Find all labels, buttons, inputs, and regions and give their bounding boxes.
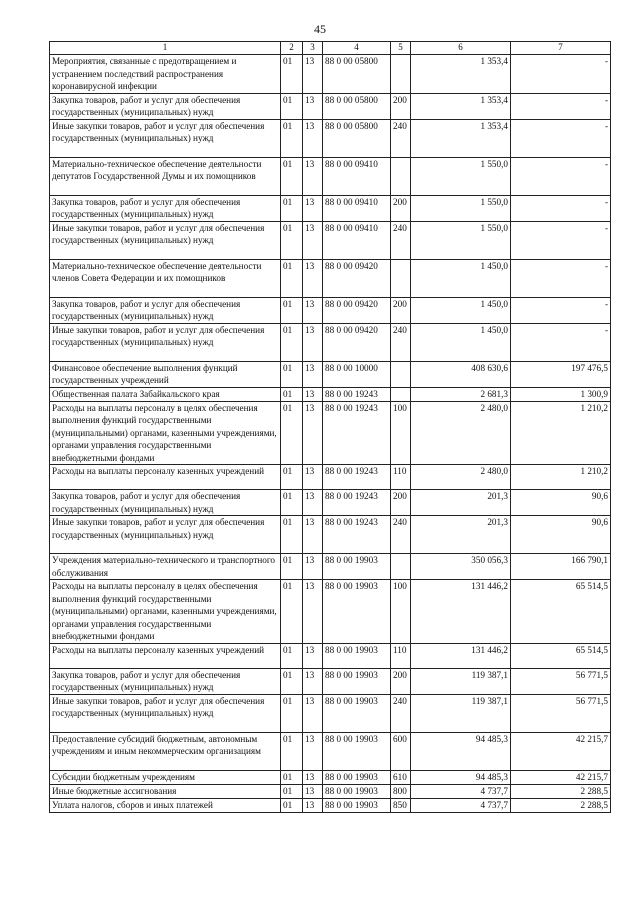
expense-type-code: 240 [391, 221, 411, 259]
section-code: 01 [281, 323, 303, 361]
expense-name: Общественная палата Забайкальского края [50, 387, 281, 401]
page-number: 45 [314, 22, 326, 36]
subsection-code: 13 [303, 361, 323, 387]
section-code: 01 [281, 732, 303, 770]
amount-executed: 56 771,5 [511, 668, 611, 694]
expense-name: Предоставление субсидий бюджетным, автономным учреждениям и иным некоммерческим организациям [50, 732, 281, 770]
target-article-code: 88 0 00 09420 [323, 259, 391, 297]
target-article-code: 88 0 00 19903 [323, 784, 391, 798]
section-code: 01 [281, 93, 303, 119]
expense-name: Иные закупки товаров, работ и услуг для обеспечения государственных (муниципальных) нужд [50, 221, 281, 259]
table-row [50, 643, 611, 668]
table-row [50, 770, 611, 784]
section-code: 01 [281, 157, 303, 195]
subsection-code: 13 [303, 732, 323, 770]
amount-year: 119 387,1 [411, 694, 511, 732]
expense-name: Закупка товаров, работ и услуг для обеспечения государственных (муниципальных) нужд [50, 490, 281, 516]
target-article-code: 88 0 00 19903 [323, 580, 391, 644]
amount-year: 2 681,3 [411, 387, 511, 401]
table-row [50, 119, 611, 157]
subsection-code: 13 [303, 554, 323, 580]
expense-type-code: 200 [391, 297, 411, 323]
expense-type-code: 240 [391, 516, 411, 554]
amount-year: 1 450,0 [411, 323, 511, 361]
section-code: 01 [281, 221, 303, 259]
subsection-code: 13 [303, 119, 323, 157]
subsection-code: 13 [303, 259, 323, 297]
expense-name: Учреждения материально-технического и транспортного обслуживания [50, 554, 281, 580]
amount-year: 201,3 [411, 490, 511, 516]
expense-name: Расходы на выплаты персоналу в целях обеспечения выполнения функций государственными (муниципальными) органами, казенными учреждениями, органами управления государственными внебюджетными фондами [50, 580, 281, 644]
section-code: 01 [281, 297, 303, 323]
subsection-code: 13 [303, 784, 323, 798]
expense-name: Субсидии бюджетным учреждениям [50, 770, 281, 784]
section-code: 01 [281, 554, 303, 580]
table-row [50, 195, 611, 221]
target-article-code: 88 0 00 05800 [323, 119, 391, 157]
amount-executed: - [511, 297, 611, 323]
subsection-code: 13 [303, 401, 323, 465]
target-article-code: 88 0 00 19903 [323, 554, 391, 580]
expense-type-code [391, 554, 411, 580]
subsection-code: 13 [303, 668, 323, 694]
subsection-code: 13 [303, 694, 323, 732]
amount-year: 4 737,7 [411, 784, 511, 798]
table-row [50, 387, 611, 401]
expense-type-code: 200 [391, 93, 411, 119]
expense-type-code: 600 [391, 732, 411, 770]
expense-type-code: 240 [391, 119, 411, 157]
table-row [50, 465, 611, 490]
expense-type-code [391, 259, 411, 297]
section-code: 01 [281, 798, 303, 812]
amount-executed: - [511, 221, 611, 259]
subsection-code: 13 [303, 516, 323, 554]
target-article-code: 88 0 00 19243 [323, 387, 391, 401]
header-col-1: 1 [50, 42, 281, 55]
amount-executed: 166 790,1 [511, 554, 611, 580]
amount-executed: 65 514,5 [511, 580, 611, 644]
section-code: 01 [281, 119, 303, 157]
budget-table [49, 41, 611, 813]
expense-type-code: 100 [391, 580, 411, 644]
subsection-code: 13 [303, 798, 323, 812]
expense-type-code: 610 [391, 770, 411, 784]
section-code: 01 [281, 195, 303, 221]
expense-name: Материально-техническое обеспечение деятельности депутатов Государственной Думы и их помощников [50, 157, 281, 195]
table-row [50, 554, 611, 580]
subsection-code: 13 [303, 55, 323, 94]
section-code: 01 [281, 516, 303, 554]
amount-executed: 1 210,2 [511, 401, 611, 465]
expense-name: Материально-техническое обеспечение деятельности членов Совета Федерации и их помощников [50, 259, 281, 297]
amount-executed: 90,6 [511, 490, 611, 516]
target-article-code: 88 0 00 19243 [323, 401, 391, 465]
table-header-row [50, 42, 611, 55]
expense-type-code [391, 387, 411, 401]
subsection-code: 13 [303, 490, 323, 516]
subsection-code: 13 [303, 195, 323, 221]
section-code: 01 [281, 580, 303, 644]
table-row [50, 798, 611, 812]
expense-name: Иные закупки товаров, работ и услуг для обеспечения государственных (муниципальных) нужд [50, 119, 281, 157]
target-article-code: 88 0 00 19243 [323, 490, 391, 516]
table-row [50, 361, 611, 387]
section-code: 01 [281, 55, 303, 94]
amount-executed: - [511, 93, 611, 119]
expense-name: Закупка товаров, работ и услуг для обеспечения государственных (муниципальных) нужд [50, 668, 281, 694]
amount-year: 1 550,0 [411, 221, 511, 259]
table-row [50, 323, 611, 361]
target-article-code: 88 0 00 19903 [323, 798, 391, 812]
expense-name: Иные бюджетные ассигнования [50, 784, 281, 798]
table-row [50, 490, 611, 516]
amount-year: 1 450,0 [411, 259, 511, 297]
amount-year: 1 353,4 [411, 93, 511, 119]
table-row [50, 668, 611, 694]
subsection-code: 13 [303, 643, 323, 668]
amount-executed: 42 215,7 [511, 732, 611, 770]
amount-executed: 1 210,2 [511, 465, 611, 490]
section-code: 01 [281, 694, 303, 732]
subsection-code: 13 [303, 323, 323, 361]
table-row [50, 580, 611, 644]
expense-type-code: 110 [391, 465, 411, 490]
header-col-3: 3 [303, 42, 323, 55]
expense-type-code: 850 [391, 798, 411, 812]
amount-executed: 1 300,9 [511, 387, 611, 401]
target-article-code: 88 0 00 19903 [323, 694, 391, 732]
amount-executed: 56 771,5 [511, 694, 611, 732]
amount-executed: 2 288,5 [511, 784, 611, 798]
expense-name: Иные закупки товаров, работ и услуг для обеспечения государственных (муниципальных) нужд [50, 516, 281, 554]
header-col-2: 2 [281, 42, 303, 55]
section-code: 01 [281, 401, 303, 465]
section-code: 01 [281, 643, 303, 668]
amount-year: 4 737,7 [411, 798, 511, 812]
section-code: 01 [281, 784, 303, 798]
amount-executed: 197 476,5 [511, 361, 611, 387]
table-row [50, 784, 611, 798]
target-article-code: 88 0 00 19243 [323, 465, 391, 490]
expense-name: Расходы на выплаты персоналу в целях обеспечения выполнения функций государственными (муниципальными) органами, казенными учреждениями, органами управления государственными внебюджетными фондами [50, 401, 281, 465]
amount-year: 2 480,0 [411, 465, 511, 490]
amount-year: 1 550,0 [411, 195, 511, 221]
target-article-code: 88 0 00 09420 [323, 297, 391, 323]
expense-name: Закупка товаров, работ и услуг для обеспечения государственных (муниципальных) нужд [50, 195, 281, 221]
target-article-code: 88 0 00 19243 [323, 516, 391, 554]
section-code: 01 [281, 668, 303, 694]
header-col-7: 7 [511, 42, 611, 55]
table-row [50, 157, 611, 195]
amount-year: 94 485,3 [411, 732, 511, 770]
amount-executed: 90,6 [511, 516, 611, 554]
amount-year: 201,3 [411, 516, 511, 554]
table-row [50, 694, 611, 732]
target-article-code: 88 0 00 19903 [323, 770, 391, 784]
target-article-code: 88 0 00 09410 [323, 157, 391, 195]
amount-year: 408 630,6 [411, 361, 511, 387]
amount-executed: 65 514,5 [511, 643, 611, 668]
amount-year: 1 450,0 [411, 297, 511, 323]
amount-executed: 2 288,5 [511, 798, 611, 812]
amount-year: 1 550,0 [411, 157, 511, 195]
amount-year: 131 446,2 [411, 580, 511, 644]
subsection-code: 13 [303, 580, 323, 644]
subsection-code: 13 [303, 221, 323, 259]
target-article-code: 88 0 00 19903 [323, 668, 391, 694]
subsection-code: 13 [303, 387, 323, 401]
target-article-code: 88 0 00 19903 [323, 643, 391, 668]
amount-year: 350 056,3 [411, 554, 511, 580]
expense-name: Иные закупки товаров, работ и услуг для обеспечения государственных (муниципальных) нужд [50, 323, 281, 361]
section-code: 01 [281, 361, 303, 387]
header-col-6: 6 [411, 42, 511, 55]
target-article-code: 88 0 00 10000 [323, 361, 391, 387]
amount-year: 131 446,2 [411, 643, 511, 668]
expense-name: Уплата налогов, сборов и иных платежей [50, 798, 281, 812]
section-code: 01 [281, 387, 303, 401]
amount-executed: - [511, 195, 611, 221]
table-row [50, 297, 611, 323]
expense-name: Расходы на выплаты персоналу казенных учреждений [50, 643, 281, 668]
section-code: 01 [281, 259, 303, 297]
expense-type-code: 240 [391, 323, 411, 361]
expense-type-code: 100 [391, 401, 411, 465]
expense-type-code [391, 55, 411, 94]
amount-year: 1 353,4 [411, 119, 511, 157]
subsection-code: 13 [303, 157, 323, 195]
expense-name: Мероприятия, связанные с предотвращением и устранением последствий распространения коронавирусной инфекции [50, 55, 281, 94]
target-article-code: 88 0 00 09410 [323, 195, 391, 221]
expense-name: Иные закупки товаров, работ и услуг для обеспечения государственных (муниципальных) нужд [50, 694, 281, 732]
expense-type-code: 800 [391, 784, 411, 798]
subsection-code: 13 [303, 465, 323, 490]
header-col-4: 4 [323, 42, 391, 55]
amount-year: 1 353,4 [411, 55, 511, 94]
table-row [50, 401, 611, 465]
amount-year: 94 485,3 [411, 770, 511, 784]
expense-type-code: 110 [391, 643, 411, 668]
subsection-code: 13 [303, 770, 323, 784]
table-row [50, 732, 611, 770]
target-article-code: 88 0 00 05800 [323, 93, 391, 119]
table-row [50, 55, 611, 94]
expense-name: Закупка товаров, работ и услуг для обеспечения государственных (муниципальных) нужд [50, 297, 281, 323]
expense-type-code [391, 157, 411, 195]
expense-type-code: 200 [391, 668, 411, 694]
table-row [50, 93, 611, 119]
amount-year: 119 387,1 [411, 668, 511, 694]
amount-executed: - [511, 323, 611, 361]
header-col-5: 5 [391, 42, 411, 55]
amount-executed: 42 215,7 [511, 770, 611, 784]
expense-name: Закупка товаров, работ и услуг для обеспечения государственных (муниципальных) нужд [50, 93, 281, 119]
table-row [50, 221, 611, 259]
amount-executed: - [511, 157, 611, 195]
target-article-code: 88 0 00 09420 [323, 323, 391, 361]
expense-name: Финансовое обеспечение выполнения функций государственных учреждений [50, 361, 281, 387]
expense-type-code: 200 [391, 195, 411, 221]
target-article-code: 88 0 00 05800 [323, 55, 391, 94]
amount-executed: - [511, 259, 611, 297]
section-code: 01 [281, 490, 303, 516]
amount-year: 2 480,0 [411, 401, 511, 465]
section-code: 01 [281, 770, 303, 784]
expense-type-code: 240 [391, 694, 411, 732]
subsection-code: 13 [303, 93, 323, 119]
target-article-code: 88 0 00 09410 [323, 221, 391, 259]
amount-executed: - [511, 119, 611, 157]
expense-type-code [391, 361, 411, 387]
table-row [50, 259, 611, 297]
table-row [50, 516, 611, 554]
expense-name: Расходы на выплаты персоналу казенных учреждений [50, 465, 281, 490]
section-code: 01 [281, 465, 303, 490]
subsection-code: 13 [303, 297, 323, 323]
amount-executed: - [511, 55, 611, 94]
expense-type-code: 200 [391, 490, 411, 516]
target-article-code: 88 0 00 19903 [323, 732, 391, 770]
